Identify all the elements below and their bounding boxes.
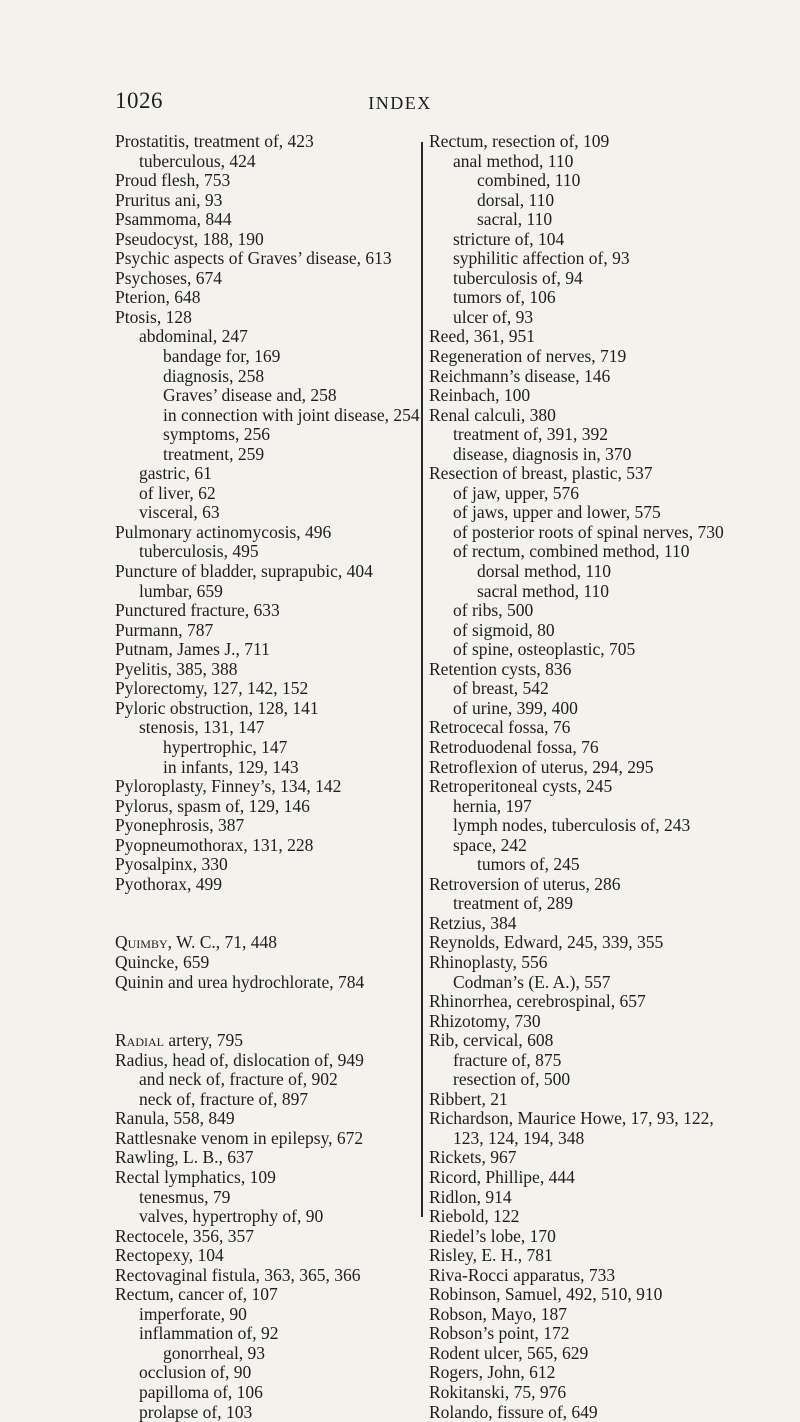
- index-entry: treatment, 259: [163, 443, 265, 464]
- index-entry: sacral method, 110: [477, 580, 610, 601]
- index-entry: of jaw, upper, 576: [453, 482, 579, 503]
- index-entry: sacral, 110: [477, 209, 553, 230]
- index-entry: gastric, 61: [139, 463, 212, 484]
- index-entry: Retroduodenal fossa, 76: [429, 736, 599, 757]
- index-column-left: [115, 132, 430, 1422]
- index-entry: Rodent ulcer, 565, 629: [429, 1342, 589, 1363]
- section-gap: [115, 914, 430, 934]
- index-entry: Richardson, Maurice Howe, 17, 93, 122,: [429, 1108, 714, 1129]
- index-entry: Punctured fracture, 633: [115, 600, 280, 621]
- index-entry: tumors of, 245: [477, 854, 580, 875]
- index-entry: Rhinoplasty, 556: [429, 951, 548, 972]
- index-entry: Rawling, L. B., 637: [115, 1147, 254, 1168]
- section-gap: [115, 1012, 430, 1032]
- index-entry: Quinin and urea hydrochlorate, 784: [115, 971, 365, 992]
- index-entry: stenosis, 131, 147: [139, 717, 265, 738]
- index-entry: tuberculosis, 495: [139, 541, 259, 562]
- index-entry: Risley, E. H., 781: [429, 1245, 553, 1266]
- index-entry: hypertrophic, 147: [163, 736, 288, 757]
- index-entry: tuberculous, 424: [139, 150, 256, 171]
- index-entry: of rectum, combined method, 110: [453, 541, 690, 562]
- index-entry: Pyopneumothorax, 131, 228: [115, 834, 314, 855]
- index-entry: Quincke, 659: [115, 951, 210, 972]
- index-entry: Psychoses, 674: [115, 267, 222, 288]
- index-entry: Pyonephrosis, 387: [115, 815, 245, 836]
- index-entry: combined, 110: [477, 170, 581, 191]
- section-gap: [115, 894, 430, 914]
- index-entry: anal method, 110: [453, 150, 574, 171]
- index-entry: Retroflexion of uterus, 294, 295: [429, 756, 654, 777]
- index-entry: 123, 124, 194, 348: [453, 1127, 585, 1148]
- index-entry: occlusion of, 90: [139, 1362, 252, 1383]
- index-entry: Robinson, Samuel, 492, 510, 910: [429, 1284, 663, 1305]
- index-entry: Rattlesnake venom in epilepsy, 672: [115, 1127, 364, 1148]
- index-entry: in infants, 129, 143: [163, 756, 299, 777]
- index-entry: Rolando, fissure of, 649: [429, 1401, 598, 1422]
- index-entry: imperforate, 90: [139, 1303, 247, 1324]
- index-entry: papilloma of, 106: [139, 1382, 263, 1402]
- index-entry: Pterion, 648: [115, 287, 201, 308]
- index-entry: Rib, cervical, 608: [429, 1030, 554, 1051]
- index-entry: Retention cysts, 836: [429, 658, 572, 679]
- index-entry: Rectum, cancer of, 107: [115, 1284, 278, 1305]
- index-entry: Pylorus, spasm of, 129, 146: [115, 795, 310, 816]
- index-entry: Pulmonary actinomycosis, 496: [115, 521, 332, 542]
- index-entry: Ribbert, 21: [429, 1088, 508, 1109]
- index-entry: Rectal lymphatics, 109: [115, 1166, 276, 1187]
- index-entry: Pyloric obstruction, 128, 141: [115, 697, 319, 718]
- index-entry: diagnosis, 258: [163, 365, 265, 386]
- index-entry: fracture of, 875: [453, 1049, 562, 1070]
- index-entry: Retzius, 384: [429, 912, 517, 933]
- index-entry: Rectum, resection of, 109: [429, 131, 610, 151]
- index-entry: gonorrheal, 93: [163, 1342, 266, 1363]
- index-entry: Reynolds, Edward, 245, 339, 355: [429, 932, 664, 953]
- index-entry: inflammation of, 92: [139, 1323, 279, 1344]
- index-entry: syphilitic affection of, 93: [453, 248, 630, 269]
- index-entry: Rhinorrhea, cerebrospinal, 657: [429, 991, 646, 1012]
- index-entry: tenesmus, 79: [139, 1186, 231, 1207]
- index-entry: of spine, osteoplastic, 705: [453, 639, 636, 660]
- index-entry: Radial artery, 795: [115, 1030, 244, 1051]
- index-entry: Purmann, 787: [115, 619, 214, 640]
- index-entry: abdominal, 247: [139, 326, 248, 347]
- index-entry: Retroversion of uterus, 286: [429, 873, 621, 894]
- index-entry: Riedel’s lobe, 170: [429, 1225, 556, 1246]
- index-entry: Reed, 361, 951: [429, 326, 535, 347]
- index-entry: of breast, 542: [453, 678, 549, 699]
- index-entry: disease, diagnosis in, 370: [453, 443, 632, 464]
- index-entry: Codman’s (E. A.), 557: [453, 971, 611, 992]
- index-entry: bandage for, 169: [163, 346, 281, 367]
- page-number: 1026: [115, 88, 163, 113]
- index-entry: of urine, 399, 400: [453, 697, 578, 718]
- index-entry: Ptosis, 128: [115, 306, 192, 327]
- index-entry: of jaws, upper and lower, 575: [453, 502, 661, 523]
- index-entry: Puncture of bladder, suprapubic, 404: [115, 561, 373, 582]
- index-entry: Pyelitis, 385, 388: [115, 658, 238, 679]
- section-gap: [115, 992, 430, 1012]
- index-column-right: [429, 132, 779, 1422]
- index-entry: treatment of, 289: [453, 893, 574, 914]
- index-entry: Resection of breast, plastic, 537: [429, 463, 653, 484]
- index-entry: of sigmoid, 80: [453, 619, 555, 640]
- index-entry: Ricord, Phillipe, 444: [429, 1166, 575, 1187]
- index-entry: Retroperitoneal cysts, 245: [429, 776, 613, 797]
- index-entry: Rhizotomy, 730: [429, 1010, 541, 1031]
- index-entry: Psychic aspects of Graves’ disease, 613: [115, 248, 392, 269]
- index-entry: Quimby, W. C., 71, 448: [115, 932, 278, 953]
- index-entry: Ridlon, 914: [429, 1186, 512, 1207]
- index-entry: treatment of, 391, 392: [453, 424, 609, 445]
- index-entry: Renal calculi, 380: [429, 404, 556, 425]
- index-entry: Rectovaginal fistula, 363, 365, 366: [115, 1264, 361, 1285]
- index-entry: Pyosalpinx, 330: [115, 854, 228, 875]
- index-entry: hernia, 197: [453, 795, 532, 816]
- index-entry: ulcer of, 93: [453, 306, 534, 327]
- index-entry: Rickets, 967: [429, 1147, 517, 1168]
- index-entry: Pyothorax, 499: [115, 873, 222, 894]
- index-entry: in connection with joint disease, 254: [163, 404, 420, 425]
- index-entry: stricture of, 104: [453, 228, 565, 249]
- index-entry: Reichmann’s disease, 146: [429, 365, 611, 386]
- index-entry: Riebold, 122: [429, 1206, 520, 1227]
- index-entry: Psammoma, 844: [115, 209, 232, 230]
- index-entry: Proud flesh, 753: [115, 170, 231, 191]
- index-entry: Riva-Rocci apparatus, 733: [429, 1264, 616, 1285]
- index-entry: Rectopexy, 104: [115, 1245, 224, 1266]
- index-entry: lymph nodes, tuberculosis of, 243: [453, 815, 691, 836]
- index-entry: and neck of, fracture of, 902: [139, 1069, 338, 1090]
- index-entry: Robson, Mayo, 187: [429, 1303, 568, 1324]
- index-entry: Putnam, James J., 711: [115, 639, 270, 660]
- index-entry: of ribs, 500: [453, 600, 534, 621]
- index-entry: resection of, 500: [453, 1069, 571, 1090]
- index-entry: Retrocecal fossa, 76: [429, 717, 571, 738]
- page-title: INDEX: [368, 93, 432, 113]
- index-entry: space, 242: [453, 834, 527, 855]
- index-entry: valves, hypertrophy of, 90: [139, 1206, 324, 1227]
- index-entry: Robson’s point, 172: [429, 1323, 570, 1344]
- index-entry: Graves’ disease and, 258: [163, 385, 337, 406]
- index-entry: Rokitanski, 75, 976: [429, 1382, 567, 1402]
- index-entry: Pyloroplasty, Finney’s, 134, 142: [115, 776, 342, 797]
- index-entry: Rogers, John, 612: [429, 1362, 556, 1383]
- index-entry: prolapse of, 103: [139, 1401, 253, 1422]
- index-entry: Reinbach, 100: [429, 385, 531, 406]
- column-divider: [421, 142, 423, 1217]
- index-entry: of liver, 62: [139, 482, 216, 503]
- index-entry: dorsal method, 110: [477, 561, 611, 582]
- index-entry: tumors of, 106: [453, 287, 556, 308]
- index-entry: Pruritus ani, 93: [115, 189, 223, 210]
- index-entry: of posterior roots of spinal nerves, 730: [453, 521, 724, 542]
- index-entry: lumbar, 659: [139, 580, 223, 601]
- index-entry: dorsal, 110: [477, 189, 555, 210]
- index-entry: Pylorectomy, 127, 142, 152: [115, 678, 309, 699]
- index-entry: neck of, fracture of, 897: [139, 1088, 309, 1109]
- index-entry: Ranula, 558, 849: [115, 1108, 235, 1129]
- index-entry: Rectocele, 356, 357: [115, 1225, 254, 1246]
- index-entry: Prostatitis, treatment of, 423: [115, 131, 314, 151]
- index-entry: Regeneration of nerves, 719: [429, 346, 627, 367]
- index-entry: Radius, head of, dislocation of, 949: [115, 1049, 364, 1070]
- index-entry: visceral, 63: [139, 502, 220, 523]
- index-entry: Pseudocyst, 188, 190: [115, 228, 264, 249]
- index-entry: tuberculosis of, 94: [453, 267, 583, 288]
- index-entry: symptoms, 256: [163, 424, 270, 445]
